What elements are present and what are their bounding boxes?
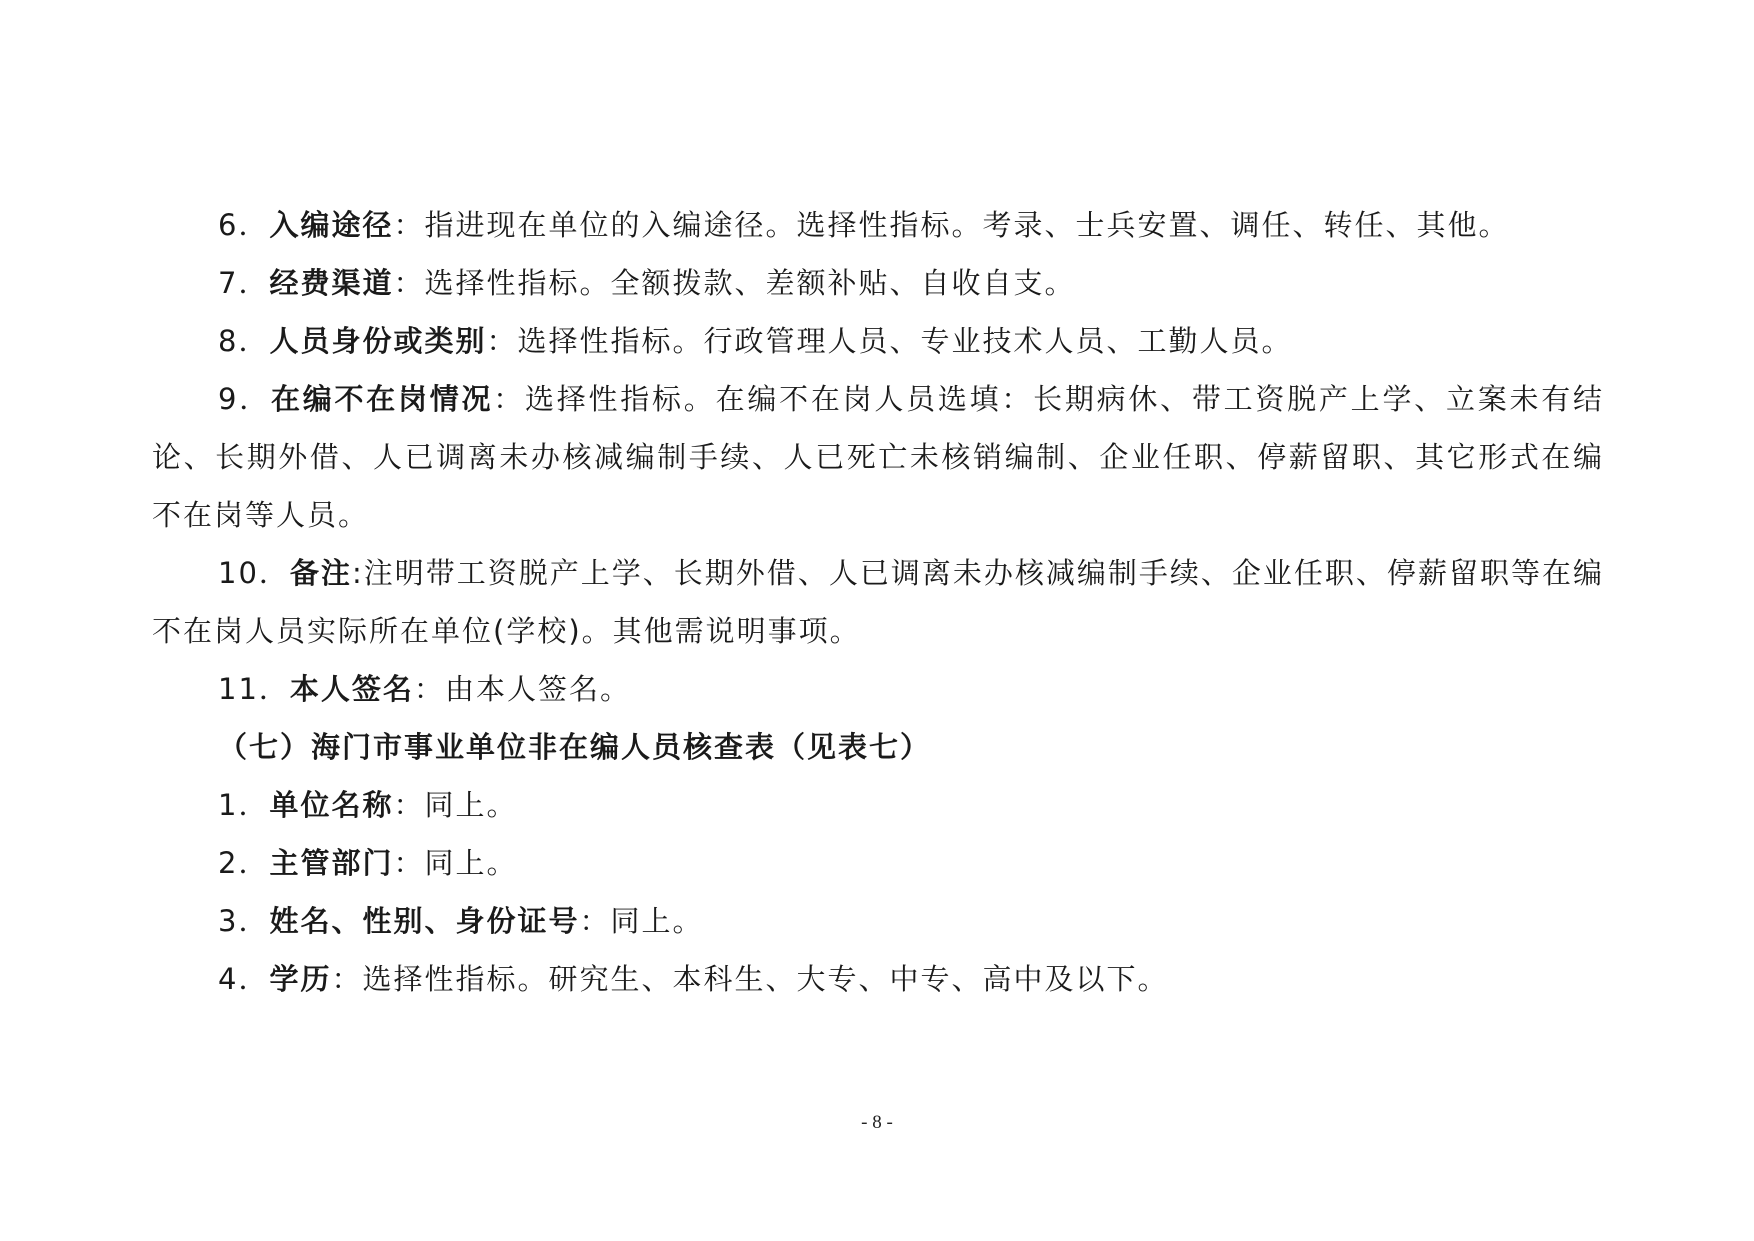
item-separator: ： xyxy=(393,266,425,300)
item-term: 经费渠道 xyxy=(269,266,394,300)
list-item xyxy=(152,312,1604,370)
item-text: 由本人签名。 xyxy=(444,672,631,706)
document-body xyxy=(152,196,1604,1008)
item-separator: ： xyxy=(393,788,425,822)
item-separator: ： xyxy=(393,846,425,880)
item-term: 姓名、性别、身份证号 xyxy=(269,904,580,938)
list-item xyxy=(152,544,1604,660)
item-term: 备注 xyxy=(289,556,352,590)
item-number: 2． xyxy=(218,846,270,880)
item-separator: ： xyxy=(579,904,611,938)
item-term: 人员身份或类别 xyxy=(269,324,487,358)
item-text: 选择性指标。研究生、本科生、大专、中专、高中及以下。 xyxy=(362,962,1169,996)
item-text: 同上。 xyxy=(610,904,704,938)
page-number: - 8 - xyxy=(861,1112,893,1133)
item-text: 同上。 xyxy=(424,788,518,822)
list-item xyxy=(152,950,1604,1008)
item-separator: ： xyxy=(413,672,445,706)
item-text: 注明带工资脱产上学、长期外借、人已调离未办核减编制手续、企业任职、停薪留职等在编不在岗人员实际所在单位(学校)。其他需说明事项。 xyxy=(152,556,1604,648)
item-number: 1． xyxy=(218,788,270,822)
list-item xyxy=(152,254,1604,312)
list-item xyxy=(152,660,1604,718)
item-term: 学历 xyxy=(269,962,332,996)
item-term: 本人签名 xyxy=(289,672,414,706)
item-number: 6． xyxy=(218,208,270,242)
item-term: 入编途径 xyxy=(269,208,394,242)
item-text: 选择性指标。在编不在岗人员选填：长期病休、带工资脱产上学、立案未有结论、长期外借、人已调离未办核减编制手续、人已死亡未核销编制、企业任职、停薪留职、其它形式在编不在岗等人员。 xyxy=(152,382,1604,532)
item-text: 选择性指标。行政管理人员、专业技术人员、工勤人员。 xyxy=(517,324,1293,358)
item-number: 10． xyxy=(218,556,290,590)
section-heading: （七）海门市事业单位非在编人员核查表（见表七） xyxy=(218,730,932,764)
list-item xyxy=(152,370,1604,544)
list-item xyxy=(152,834,1604,892)
item-text: 选择性指标。全额拨款、差额补贴、自收自支。 xyxy=(424,266,1076,300)
item-separator: ： xyxy=(393,208,425,242)
item-separator: ： xyxy=(331,962,363,996)
item-number: 8． xyxy=(218,324,270,358)
item-number: 3． xyxy=(218,904,270,938)
item-separator: ： xyxy=(486,324,518,358)
item-term: 在编不在岗情况 xyxy=(270,382,494,416)
item-number: 11． xyxy=(218,672,290,706)
item-term: 单位名称 xyxy=(269,788,394,822)
item-separator: ： xyxy=(493,382,526,416)
list-item xyxy=(152,892,1604,950)
item-number: 4． xyxy=(218,962,270,996)
item-number: 7． xyxy=(218,266,270,300)
item-separator: : xyxy=(351,556,364,590)
item-text: 指进现在单位的入编途径。选择性指标。考录、士兵安置、调任、转任、其他。 xyxy=(424,208,1510,242)
item-text: 同上。 xyxy=(424,846,518,880)
list-item xyxy=(152,776,1604,834)
list-item xyxy=(152,196,1604,254)
item-number: 9． xyxy=(218,382,271,416)
item-term: 主管部门 xyxy=(269,846,394,880)
